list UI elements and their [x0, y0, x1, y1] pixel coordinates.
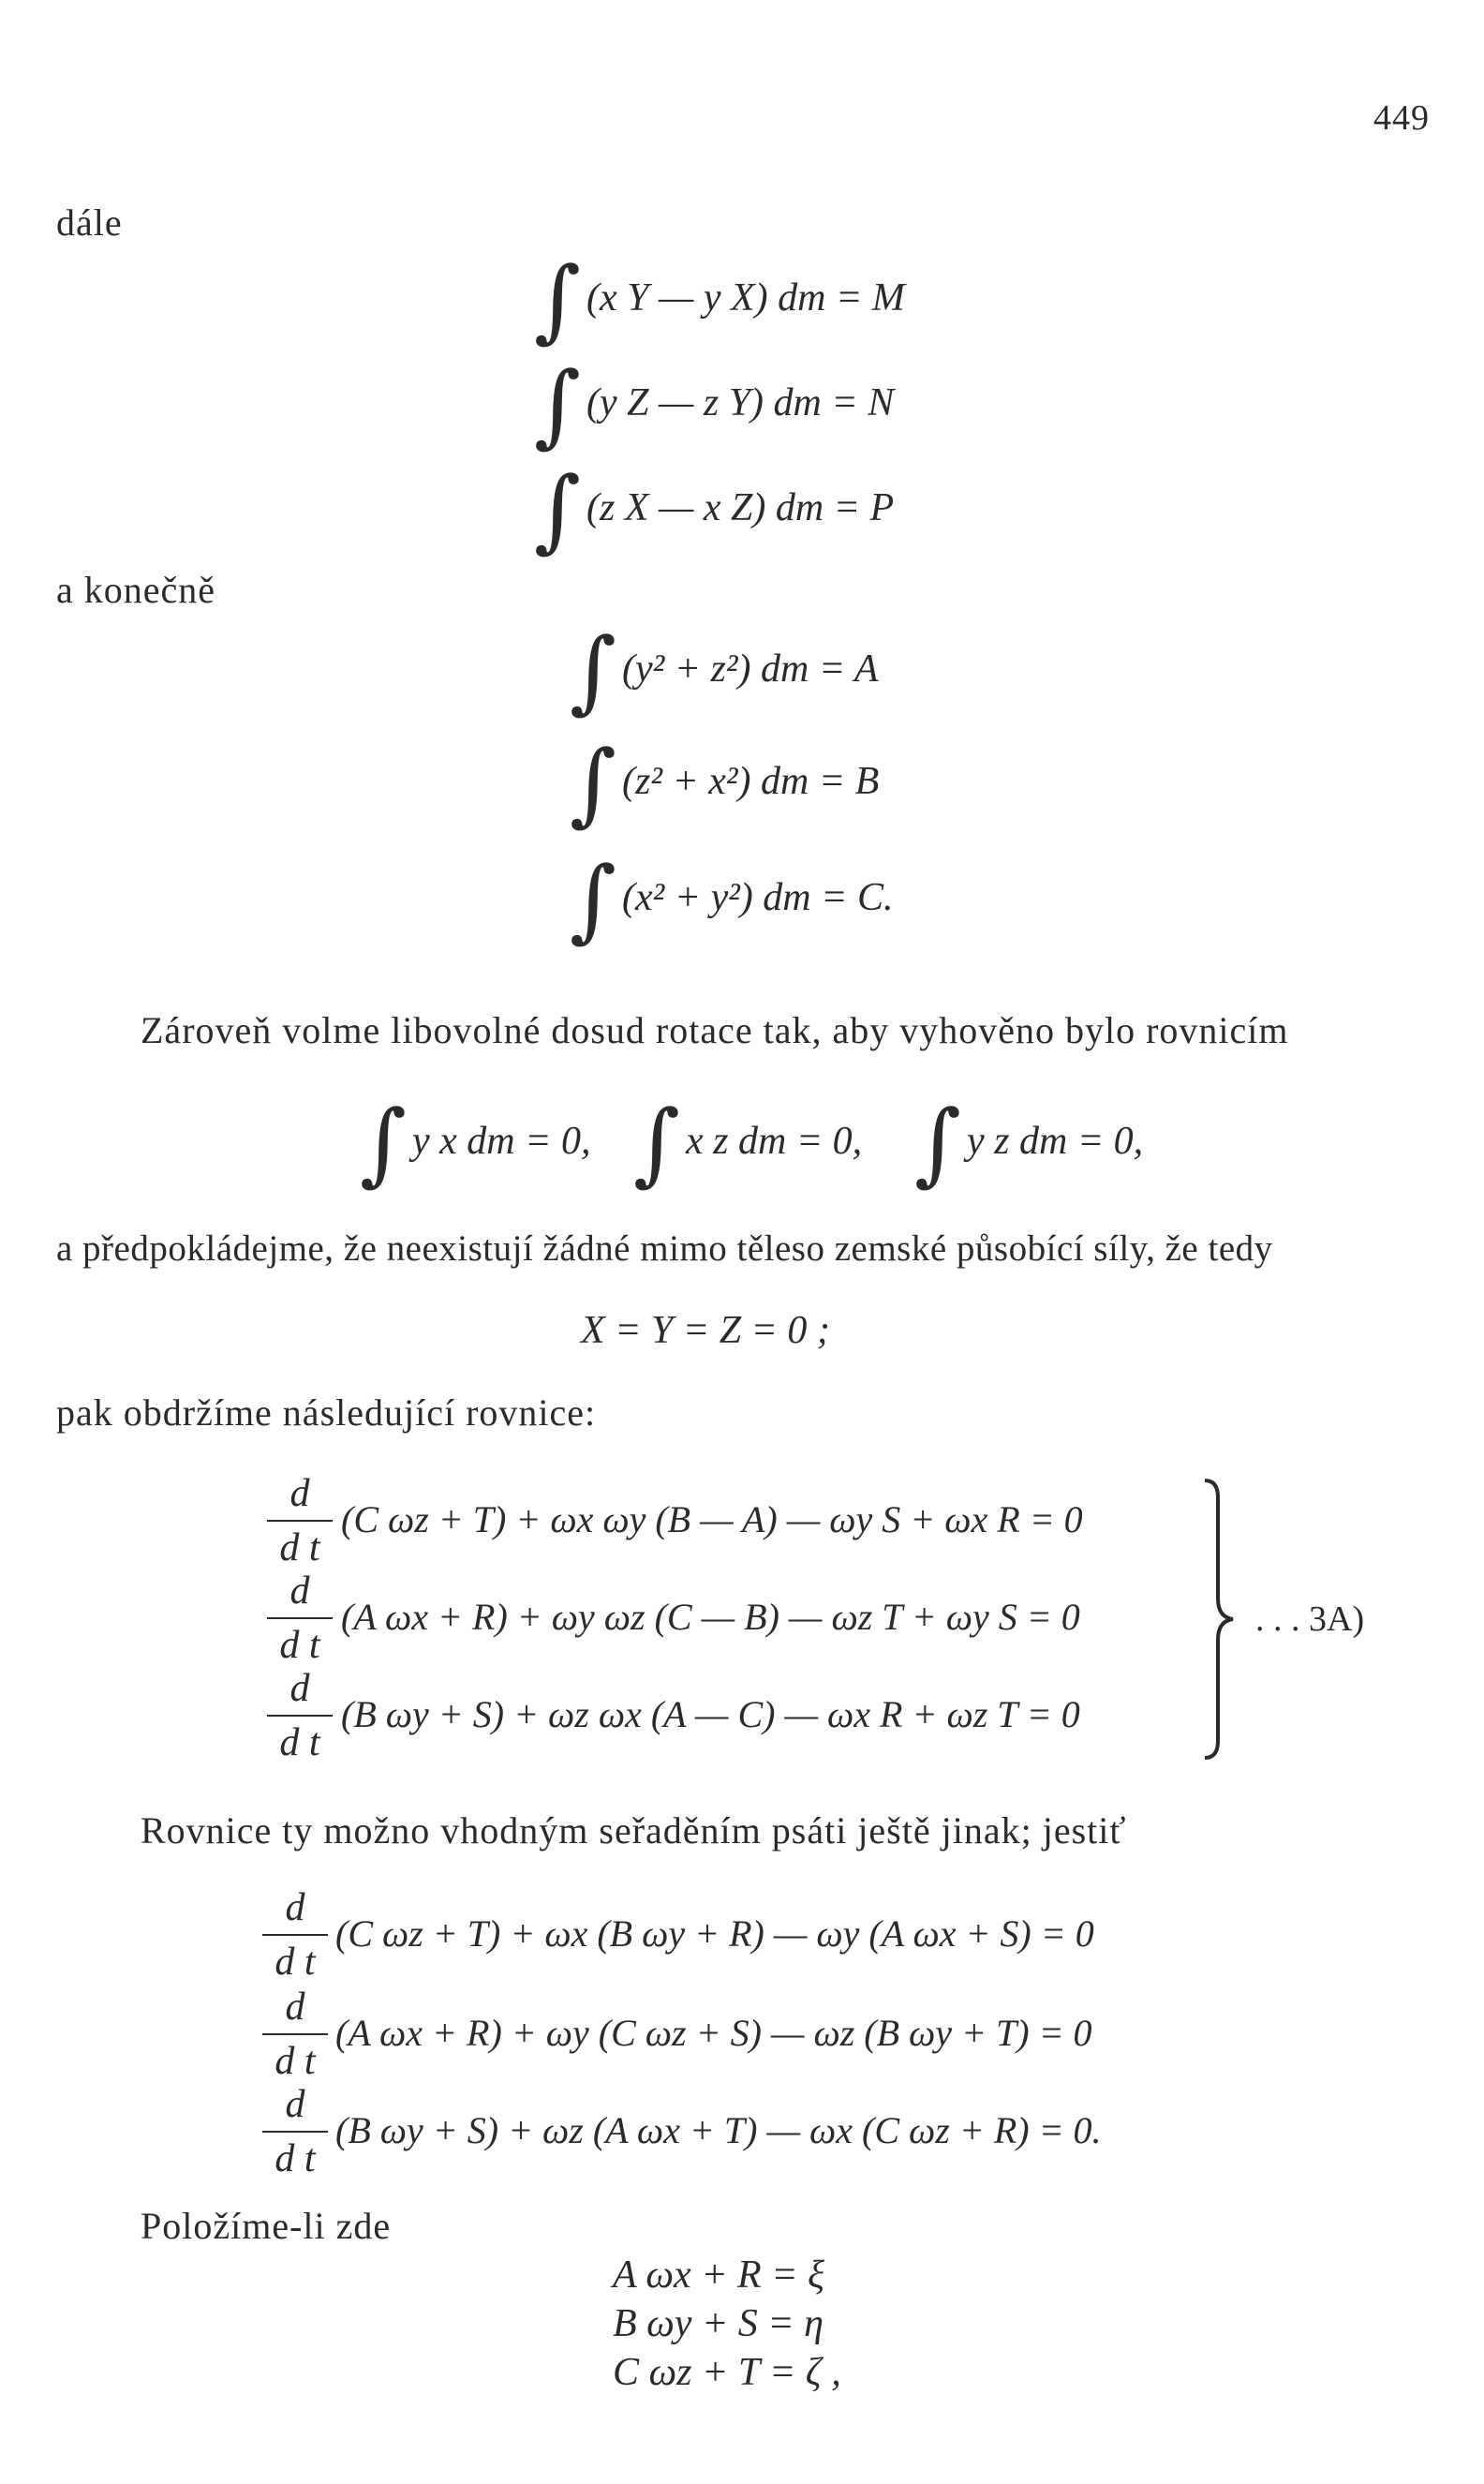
rearranged-equation: (C ωz + T) + ωx (B ωy + R) — ωy (A ωx + S) = 0	[335, 1912, 1094, 1955]
substitution-equation: C ωz + T = ζ ,	[613, 2351, 841, 2394]
moment-equation: ∫ (x Y — y X) dm = M	[534, 247, 905, 352]
text-a-konecne: a konečně	[56, 569, 216, 611]
inertia-equation: ∫ (x² + y²) dm = C.	[570, 847, 894, 952]
derivative-operator: d d t	[267, 1666, 333, 1765]
product-equation: ∫ y z dm = 0,	[914, 1091, 1144, 1196]
moment-equation: ∫ (z X — x Z) dm = P	[534, 457, 895, 562]
forces-equation: X = Y = Z = 0 ;	[581, 1309, 830, 1352]
moment-equation: ∫ (y Z — z Y) dm = N	[534, 352, 895, 457]
derivative-operator: d d t	[267, 1471, 333, 1570]
product-equation: ∫ x z dm = 0,	[633, 1091, 863, 1196]
inertia-equation: ∫ (y² + z²) dm = A	[570, 618, 879, 723]
text-polozime: Položíme-li zde	[141, 2205, 392, 2247]
page-number: 449	[1373, 98, 1430, 138]
text-rovnice-ty: Rovnice ty možno vhodným seřaděním psáti ještě jinak; jestiť	[141, 1809, 1127, 1852]
text-zaroven: Zároveň volme libovolné dosud rotace tak, aby vyhověno bylo rovnicím	[141, 1009, 1289, 1051]
substitution-equation: B ωy + S = η	[613, 2302, 824, 2345]
equation-label-3a: . . . 3A)	[1255, 1599, 1365, 1639]
derivative-operator: d d t	[262, 1985, 328, 2084]
system-3a-equation: (C ωz + T) + ωx ωy (B — A) — ωy S + ωx R = 0	[341, 1498, 1083, 1540]
system-3a-equation: (B ωy + S) + ωz ωx (A — C) — ωx R + ωz T = 0	[341, 1693, 1080, 1735]
product-equation: ∫ y x dm = 0,	[360, 1091, 591, 1196]
rearranged-equation: (B ωy + S) + ωz (A ωx + T) — ωx (C ωz + R) = 0.	[335, 2109, 1102, 2151]
rearranged-equation: (A ωx + R) + ωy (C ωz + S) — ωz (B ωy + T) = 0	[335, 2012, 1092, 2054]
derivative-operator: d d t	[262, 1885, 328, 1985]
text-predpokladejme: a předpokládejme, že neexistují žádné mimo těleso zemské působící síly, že tedy	[56, 1228, 1273, 1269]
derivative-operator: d d t	[267, 1569, 333, 1668]
system-3a-equation: (A ωx + R) + ωy ωz (C — B) — ωz T + ωy S = 0	[341, 1596, 1080, 1638]
inertia-equation: ∫ (z² + x²) dm = B	[570, 731, 880, 836]
text-dale: dále	[56, 201, 123, 244]
right-brace	[1201, 1479, 1239, 1760]
derivative-operator: d d t	[262, 2082, 328, 2181]
text-pak: pak obdržíme následující rovnice:	[56, 1391, 597, 1434]
substitution-equation: A ωx + R = ξ	[613, 2253, 825, 2297]
